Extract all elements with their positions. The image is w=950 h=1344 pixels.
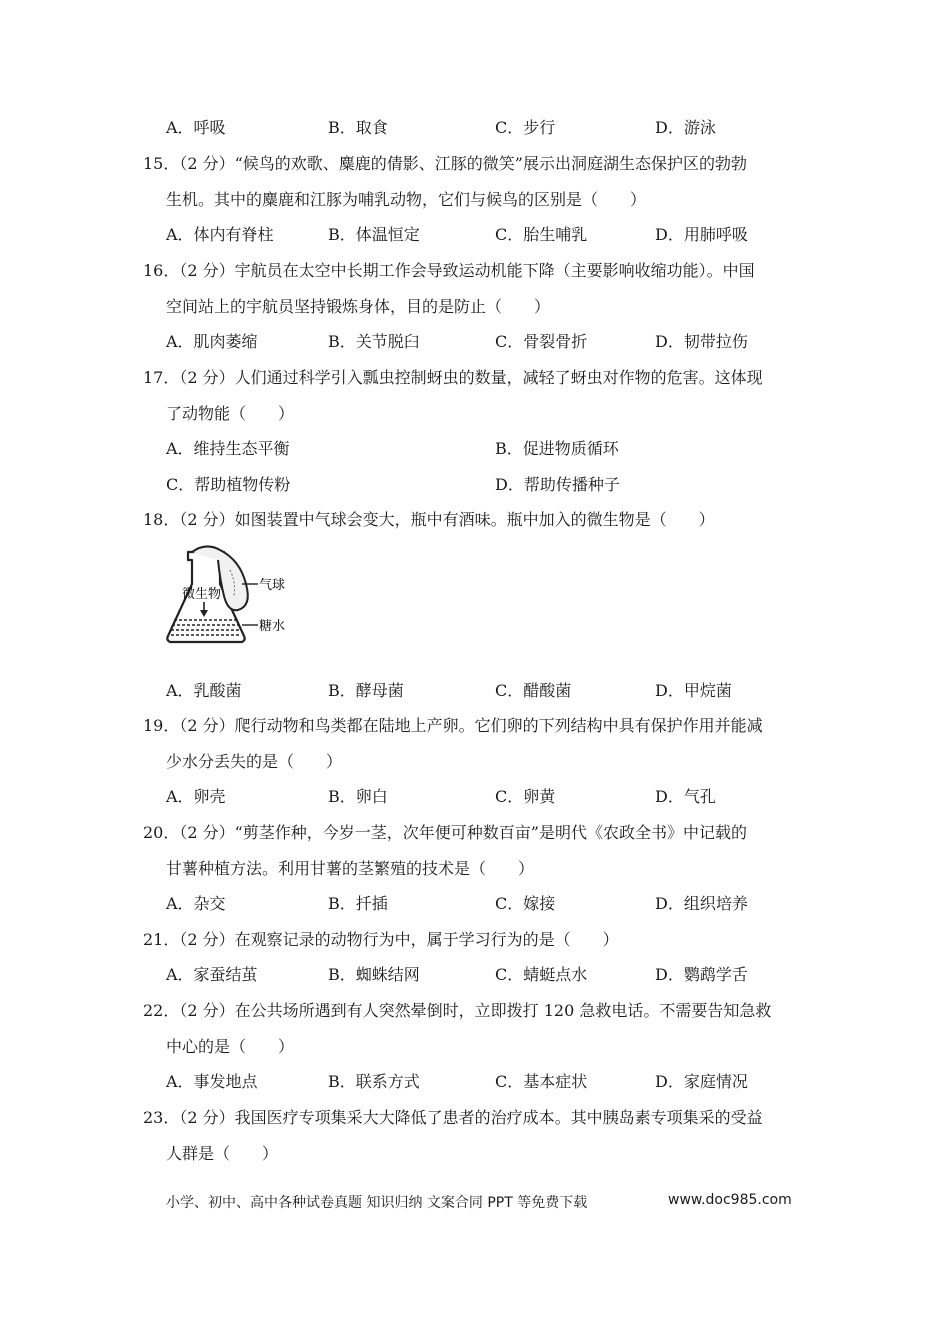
footer-text: 小学、初中、高中各种试卷真题 知识归纳 文案合同 PPT 等免费下载 xyxy=(166,1195,588,1211)
option-b[interactable]: B．取食 xyxy=(328,118,388,137)
option-c[interactable]: C．醋酸菌 xyxy=(495,681,572,700)
option-c[interactable]: C．步行 xyxy=(495,118,556,137)
question-stem-cont: 生机。其中的麋鹿和江豚为哺乳动物，它们与候鸟的区别是（ ） xyxy=(166,190,647,209)
option-c[interactable]: C．卵黄 xyxy=(495,787,556,806)
option-d[interactable]: D．甲烷菌 xyxy=(655,681,732,700)
option-b[interactable]: B．促进物质循环 xyxy=(495,439,619,458)
question-stem: 16．（2 分）宇航员在太空中长期工作会导致运动机能下降（主要影响收缩功能）。中国 xyxy=(143,261,755,280)
option-b[interactable]: B．体温恒定 xyxy=(328,225,420,244)
option-d[interactable]: D．家庭情况 xyxy=(655,1072,748,1091)
question-stem: 17．（2 分）人们通过科学引入瓢虫控制蚜虫的数量，减轻了蚜虫对作物的危害。这体现 xyxy=(143,368,763,387)
option-c[interactable]: C．骨裂骨折 xyxy=(495,332,588,351)
question-stem-cont: 空间站上的宇航员坚持锻炼身体，目的是防止（ ） xyxy=(166,297,551,316)
option-c[interactable]: C．嫁接 xyxy=(495,894,556,913)
option-d[interactable]: D．帮助传播种子 xyxy=(495,475,620,494)
question-stem: 15．（2 分）“候鸟的欢歌、麋鹿的倩影、江豚的微笑”展示出洞庭湖生态保护区的勃勃 xyxy=(143,154,747,173)
option-a[interactable]: A．家蚕结茧 xyxy=(166,965,258,984)
option-a[interactable]: A．体内有脊柱 xyxy=(166,225,274,244)
option-a[interactable]: A．肌肉萎缩 xyxy=(166,332,258,351)
option-c[interactable]: C．帮助植物传粉 xyxy=(166,475,291,494)
option-b[interactable]: B．联系方式 xyxy=(328,1072,420,1091)
question-stem-cont: 了动物能（ ） xyxy=(166,404,295,423)
option-b[interactable]: B．酵母菌 xyxy=(328,681,404,700)
option-a[interactable]: A．事发地点 xyxy=(166,1072,258,1091)
question-stem-cont: 人群是（ ） xyxy=(166,1144,279,1163)
option-d[interactable]: D．气孔 xyxy=(655,787,716,806)
fermentation-flask-figure xyxy=(162,540,302,670)
question-stem: 20．（2 分）“剪茎作种，今岁一茎，次年便可种数百亩”是明代《农政全书》中记载的 xyxy=(143,823,747,842)
option-a[interactable]: A．卵壳 xyxy=(166,787,226,806)
option-a[interactable]: A．杂交 xyxy=(166,894,226,913)
question-stem: 21．（2 分）在观察记录的动物行为中，属于学习行为的是（ ） xyxy=(143,930,619,949)
label-sugar-water: 糖水 xyxy=(259,619,286,634)
option-c[interactable]: C．胎生哺乳 xyxy=(495,225,588,244)
question-stem: 18．（2 分）如图装置中气球会变大，瓶中有酒味。瓶中加入的微生物是（ ） xyxy=(143,510,715,529)
label-microbe: 微生物 xyxy=(182,587,222,602)
question-stem-cont: 甘薯种植方法。利用甘薯的茎繁殖的技术是（ ） xyxy=(166,859,535,878)
question-stem: 23．（2 分）我国医疗专项集采大大降低了患者的治疗成本。其中胰岛素专项集采的受益 xyxy=(143,1108,763,1127)
option-d[interactable]: D．用肺呼吸 xyxy=(655,225,748,244)
option-b[interactable]: B．卵白 xyxy=(328,787,388,806)
option-b[interactable]: B．关节脱臼 xyxy=(328,332,420,351)
option-c[interactable]: C．基本症状 xyxy=(495,1072,588,1091)
option-a[interactable]: A．乳酸菌 xyxy=(166,681,242,700)
question-stem: 19．（2 分）爬行动物和鸟类都在陆地上产卵。它们卵的下列结构中具有保护作用并能减 xyxy=(143,716,763,735)
question-stem-cont: 少水分丢失的是（ ） xyxy=(166,752,343,771)
option-d[interactable]: D．游泳 xyxy=(655,118,716,137)
option-d[interactable]: D．韧带拉伤 xyxy=(655,332,748,351)
option-b[interactable]: B．扦插 xyxy=(328,894,388,913)
question-stem-cont: 中心的是（ ） xyxy=(166,1037,295,1056)
option-d[interactable]: D．鹦鹉学舌 xyxy=(655,965,748,984)
page-footer xyxy=(166,1192,792,1212)
footer-link[interactable]: www.doc985.com xyxy=(668,1192,792,1208)
option-a[interactable]: A．维持生态平衡 xyxy=(166,439,290,458)
question-stem: 22．（2 分）在公共场所遇到有人突然晕倒时，立即拨打 120 急救电话。不需要告知急救 xyxy=(143,1001,772,1020)
option-d[interactable]: D．组织培养 xyxy=(655,894,748,913)
option-b[interactable]: B．蜘蛛结网 xyxy=(328,965,420,984)
option-a[interactable]: A．呼吸 xyxy=(166,118,226,137)
option-c[interactable]: C．蜻蜓点水 xyxy=(495,965,588,984)
label-balloon: 气球 xyxy=(259,578,286,593)
